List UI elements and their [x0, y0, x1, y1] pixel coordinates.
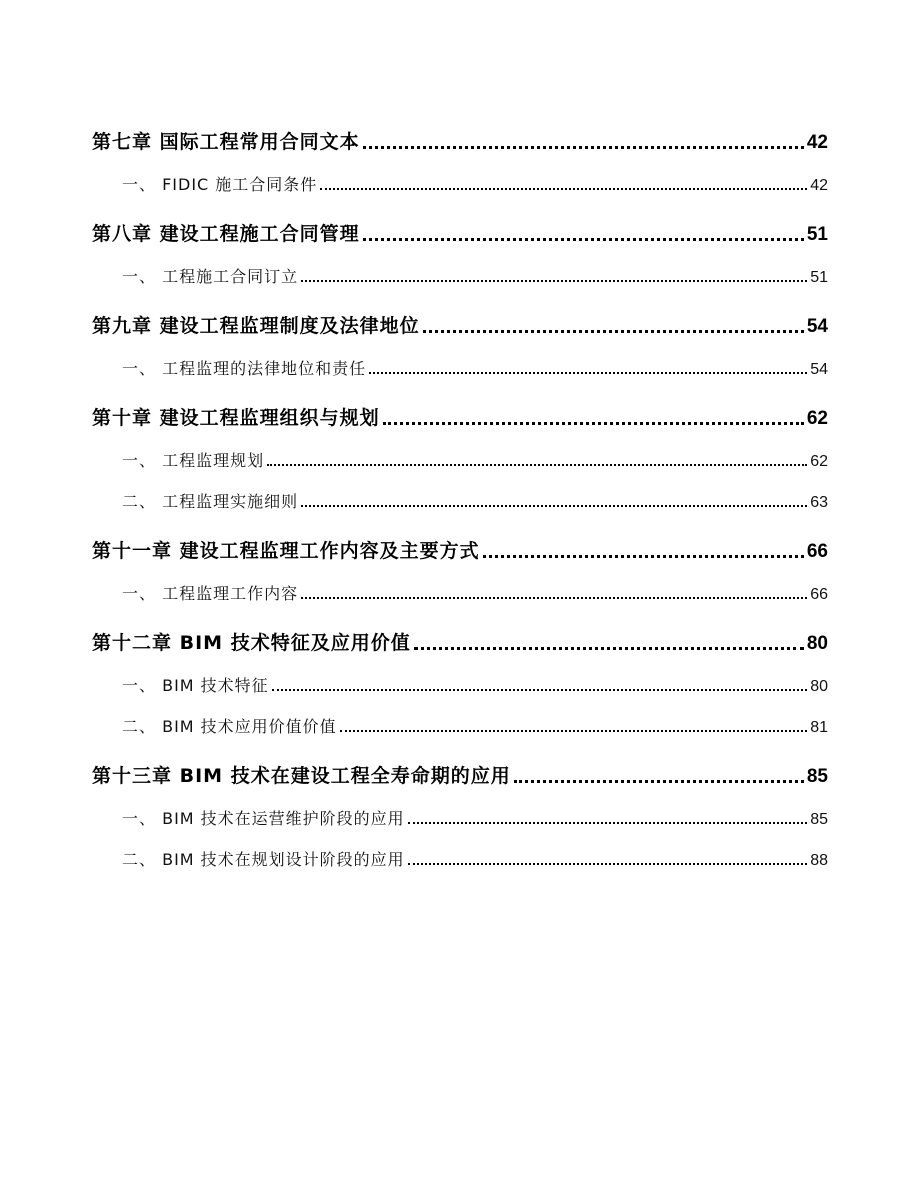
- toc-chapter-9[interactable]: [92, 304, 828, 338]
- toc-entry-title: 第十章 建设工程监理组织与规划: [92, 407, 380, 429]
- toc-page-number: 51: [810, 269, 828, 286]
- dot-leader: [340, 730, 808, 732]
- toc-entry-title: 第十三章 BIM 技术在建设工程全寿命期的应用: [92, 765, 511, 787]
- toc-page-number: 88: [810, 852, 828, 869]
- toc-entry-title: 第九章 建设工程监理制度及法律地位: [92, 315, 420, 337]
- toc-entry-title: 二、 BIM 技术应用价值价值: [122, 717, 337, 736]
- toc-entry-title: 一、 FIDIC 施工合同条件: [122, 175, 318, 194]
- dot-leader: [363, 238, 804, 241]
- toc-entry-title: 一、 工程施工合同订立: [122, 267, 299, 286]
- dot-leader: [301, 505, 807, 507]
- toc-section-implementation-rules[interactable]: [92, 482, 828, 512]
- toc-entry-title: 一、 工程监理规划: [122, 451, 265, 470]
- toc-section-bim-features[interactable]: [92, 666, 828, 696]
- toc-page-number: 42: [806, 132, 828, 153]
- dot-leader: [383, 422, 804, 425]
- dot-leader: [363, 146, 804, 149]
- toc-entry-title: 一、 BIM 技术特征: [122, 676, 269, 695]
- toc-entry-title: 第八章 建设工程施工合同管理: [92, 223, 360, 245]
- toc-page-number: 54: [810, 361, 828, 378]
- dot-leader: [267, 464, 807, 466]
- toc-chapter-13[interactable]: [92, 754, 828, 788]
- toc-entry-title: 一、 工程监理工作内容: [122, 584, 299, 603]
- toc-entry-title: 第七章 国际工程常用合同文本: [92, 131, 360, 153]
- toc-section-bim-planning[interactable]: [92, 840, 828, 870]
- toc-chapter-10[interactable]: [92, 396, 828, 430]
- toc-page-number: 54: [806, 316, 828, 337]
- toc-chapter-12[interactable]: [92, 621, 828, 655]
- toc-entry-title: 一、 BIM 技术在运营维护阶段的应用: [122, 809, 405, 828]
- dot-leader: [423, 330, 804, 333]
- toc-chapter-11[interactable]: [92, 529, 828, 563]
- toc-entry-title: 第十一章 建设工程监理工作内容及主要方式: [92, 540, 480, 562]
- toc-page-number: 85: [806, 766, 828, 787]
- dot-leader: [369, 372, 807, 374]
- dot-leader: [301, 280, 807, 282]
- toc-page-number: 66: [810, 586, 828, 603]
- dot-leader: [320, 188, 807, 190]
- dot-leader: [483, 555, 804, 558]
- toc-section-supervision-plan[interactable]: [92, 441, 828, 471]
- toc-section-contract-formation[interactable]: [92, 257, 828, 287]
- toc-entry-title: 第十二章 BIM 技术特征及应用价值: [92, 632, 411, 654]
- toc-page-number: 42: [810, 177, 828, 194]
- toc-section-work-content[interactable]: [92, 574, 828, 604]
- toc-page-number: 85: [810, 811, 828, 828]
- toc-entry-title: 二、 BIM 技术在规划设计阶段的应用: [122, 850, 405, 869]
- dot-leader: [414, 647, 804, 650]
- toc-entry-title: 二、 工程监理实施细则: [122, 492, 299, 511]
- toc-section-legal-status[interactable]: [92, 349, 828, 379]
- dot-leader: [408, 822, 808, 824]
- dot-leader: [301, 597, 807, 599]
- toc-page-number: 63: [810, 494, 828, 511]
- toc-section-fidic[interactable]: [92, 165, 828, 195]
- toc-section-bim-value[interactable]: [92, 707, 828, 737]
- toc-page-number: 81: [810, 719, 828, 736]
- toc-chapter-8[interactable]: [92, 212, 828, 246]
- dot-leader: [272, 689, 808, 691]
- dot-leader: [514, 780, 804, 783]
- toc-page-number: 62: [810, 453, 828, 470]
- table-of-contents: [92, 120, 828, 870]
- toc-page-number: 80: [810, 678, 828, 695]
- toc-page-number: 66: [806, 541, 828, 562]
- toc-page-number: 62: [806, 408, 828, 429]
- toc-page-number: 51: [806, 224, 828, 245]
- toc-entry-title: 一、 工程监理的法律地位和责任: [122, 359, 367, 378]
- toc-section-bim-operation[interactable]: [92, 799, 828, 829]
- toc-page-number: 80: [806, 633, 828, 654]
- dot-leader: [408, 863, 808, 865]
- toc-chapter-7[interactable]: [92, 120, 828, 154]
